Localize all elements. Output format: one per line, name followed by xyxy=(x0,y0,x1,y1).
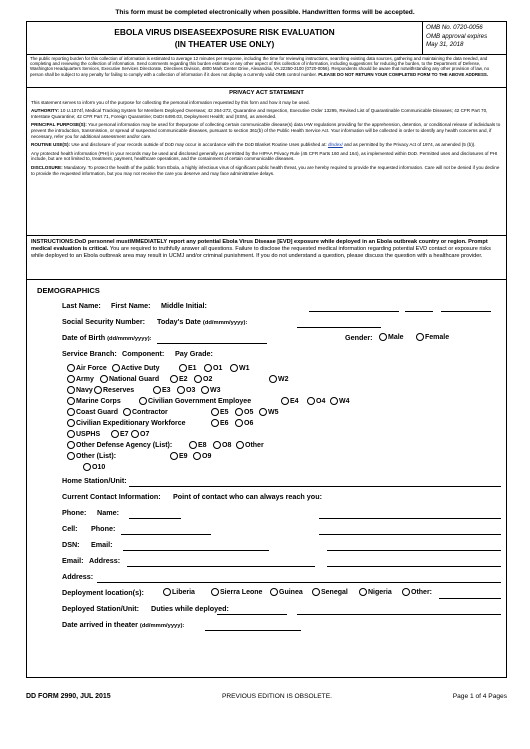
civilian-exp-radio[interactable] xyxy=(67,419,75,427)
poc-phone-label: Phone: xyxy=(91,524,116,533)
poc-label: Point of contact who can always reach you: xyxy=(173,492,322,501)
other-location-label: Other: xyxy=(411,589,432,596)
branch-marine-corps[interactable] xyxy=(67,397,121,405)
grade-o5[interactable] xyxy=(235,408,253,416)
purpose-label: PRINCIPAL PURPOSE(S): xyxy=(31,122,87,128)
male-radio[interactable] xyxy=(379,333,387,341)
deployed-station-field[interactable] xyxy=(297,614,501,615)
national-guard-label: National Guard xyxy=(109,376,160,383)
o4-label: O4 xyxy=(316,398,326,405)
grade-o1[interactable] xyxy=(204,364,222,372)
grade-w5[interactable] xyxy=(259,408,279,416)
privacy-phi: Any protected health information (PHI) in your records may be used and disclosed generally as permitted by the HIPAA Privacy Rule (45 CFR Parts 160 and 164), as implemented within DoD. Permitted uses and disclosures of PHI include, but are not limited to, treatment, payment, healthcare operations, and the containment of certain communicable diseases. xyxy=(31,150,498,162)
location-sierra-leone[interactable] xyxy=(211,588,262,596)
senegal-label: Senegal xyxy=(321,589,348,596)
e8-label: E8 xyxy=(198,442,207,449)
omb-date: May 31, 2018 xyxy=(426,41,464,49)
branch-coast-guard[interactable] xyxy=(67,408,118,416)
form-title-line2: (IN THEATER USE ONLY) xyxy=(174,39,275,49)
routine-text: Use and disclosure of your records outside of DoD may occur in accordance with the DoD Blanket Routine Uses published at: xyxy=(71,142,327,148)
coast-guard-radio[interactable] xyxy=(67,408,75,416)
o7-radio[interactable] xyxy=(131,430,139,438)
authority-label: AUTHORITY: xyxy=(31,108,59,114)
pay-grade-label: Pay Grade: xyxy=(175,349,213,358)
o4-radio[interactable] xyxy=(307,397,315,405)
cell-label: Cell: xyxy=(62,524,78,533)
omb-box xyxy=(422,22,506,54)
liberia-label: Liberia xyxy=(172,589,195,596)
e8-radio[interactable] xyxy=(189,441,197,449)
dob-format: (dd/mmm/yyyy): xyxy=(107,336,152,342)
deployment-location-label: Deployment location(s): xyxy=(62,588,144,597)
guinea-radio[interactable] xyxy=(270,588,278,596)
usphs-radio[interactable] xyxy=(67,430,75,438)
instructions-text: You are required to truthfully answer all questions. Failure to disclose the requested medical information regarding potential EVD contact or exposure risks while deployed to an Ebola outbreak area may result in UCMJ and/or criminal punishment. If you do not understand a question, please discuss the question with a healthcare provider. xyxy=(31,246,491,259)
o1-radio[interactable] xyxy=(204,364,212,372)
ssn-field[interactable] xyxy=(297,327,381,328)
authority-text: 10 U.1074f, Medical Tracking System for Members Deployed Overseas; 42 264-272, Quarantine and Inspection, Executive Order 13295, Revised List of Quarantinable Communicable Diseases; 42 CFR Part 70, Interstate Quarantine; 42 CFR Part 71, Foreign Quarantine; DoDI 6490.03, Deployment Health; and (SSN), as amended. xyxy=(31,108,488,119)
component-contractor[interactable] xyxy=(123,408,168,416)
email-label: Email: xyxy=(62,556,84,565)
privacy-authority xyxy=(31,108,502,119)
branch-usphs[interactable] xyxy=(67,430,100,438)
routine-link[interactable]: dlndex/ xyxy=(327,142,343,148)
w5-label: W5 xyxy=(268,409,279,416)
top-note: This form must be completed electronically when possible. Handwritten forms will be accepted. xyxy=(115,9,415,16)
omb-number: OMB No. 0720-0056 xyxy=(426,24,483,31)
marine-corps-label: Marine Corps xyxy=(76,398,121,405)
o6-label: O6 xyxy=(244,420,254,427)
active-duty-label: Active Duty xyxy=(121,365,160,372)
e4-label: E4 xyxy=(290,398,299,405)
other-grade-label: Other xyxy=(245,442,264,449)
grade-o8[interactable] xyxy=(213,441,231,449)
deployed-station-label: Deployed Station/Unit: xyxy=(62,604,140,613)
instructions-bold: INSTRUCTIONS:DoD personnel mustIMMEDIATELY report any potential Ebola Virus Disease [EVD] exposure while deployed in an Ebola outbreak country or region. Prompt medical evaluation is critical. xyxy=(31,239,488,252)
grade-e6[interactable] xyxy=(211,419,229,427)
address-label: Address: xyxy=(62,572,94,581)
e7-label: E7 xyxy=(120,431,129,438)
email-field[interactable] xyxy=(327,566,501,567)
w4-radio[interactable] xyxy=(330,397,338,405)
routine-label: ROUTINE USE(S): xyxy=(31,142,71,148)
todays-date-text: Today's Date xyxy=(157,317,201,326)
active-duty-radio[interactable] xyxy=(112,364,120,372)
dsn-field[interactable] xyxy=(327,550,501,551)
liberia-radio[interactable] xyxy=(163,588,171,596)
gender-male[interactable] xyxy=(379,333,404,341)
other-branch-label: Other (List): xyxy=(76,453,117,460)
dob-field[interactable] xyxy=(157,343,267,344)
location-liberia[interactable] xyxy=(163,588,195,596)
grade-o2[interactable] xyxy=(194,375,212,383)
privacy-act-statement xyxy=(26,88,507,236)
o9-label: O9 xyxy=(202,453,212,460)
middle-initial-field[interactable] xyxy=(441,311,491,312)
reserves-radio[interactable] xyxy=(94,386,102,394)
e3-radio[interactable] xyxy=(153,386,161,394)
location-other[interactable] xyxy=(402,588,432,596)
other-defense-label: Other Defense Agency (List): xyxy=(76,442,173,449)
grade-w3[interactable] xyxy=(201,386,221,394)
w3-label: W3 xyxy=(210,387,221,394)
e9-radio[interactable] xyxy=(170,452,178,460)
location-guinea[interactable] xyxy=(270,588,303,596)
o9-radio[interactable] xyxy=(193,452,201,460)
other-location-radio[interactable] xyxy=(402,588,410,596)
burden-text: The public reporting burden for this collection of information is estimated to average 12 minutes per response, including the time for reviewing instructions, searching existing data sources, gathering and maintaining the data needed, and completing and reviewing the collection of information. Send comments regarding this burden estimate or any other aspect of this collection of information, including suggestions for reducing the burden, to the Department of Defense, Washington Headquarters Services, Executive Services Directorate, Directives Division, 4800 Mark Center Drive, Alexandria, VA 22350-3100 (0720-0056). Respondents should be aware that notwithstanding any other provision of law, no person shall be subject to any penalty for failing to comply with a collection of information if it does not display a currently valid OMB control number. xyxy=(30,56,490,77)
date-arrived-format: (dd/mmm/yyyy): xyxy=(139,623,185,629)
o3-radio[interactable] xyxy=(177,386,185,394)
female-label: Female xyxy=(425,334,450,341)
obsolete-note: PREVIOUS EDITION IS OBSOLETE. xyxy=(222,693,332,700)
last-name-label: Last Name: xyxy=(62,301,101,310)
o8-radio[interactable] xyxy=(213,441,221,449)
o5-label: O5 xyxy=(244,409,254,416)
contractor-radio[interactable] xyxy=(123,408,131,416)
component-civilian-gov[interactable] xyxy=(139,397,251,405)
last-name-field[interactable] xyxy=(309,311,399,312)
privacy-routine xyxy=(31,142,502,148)
grade-e2[interactable] xyxy=(170,375,188,383)
e1-radio[interactable] xyxy=(179,364,187,372)
e7-radio[interactable] xyxy=(111,430,119,438)
other-grade-radio[interactable] xyxy=(236,441,244,449)
form-header xyxy=(26,21,507,55)
form-number: DD FORM 2990, JUL 2015 xyxy=(26,693,111,700)
branch-other-defense[interactable] xyxy=(67,441,172,449)
todays-date-label xyxy=(157,317,247,326)
privacy-disclosure xyxy=(31,165,502,176)
home-station-field[interactable] xyxy=(129,486,501,487)
first-name-field[interactable] xyxy=(405,311,433,312)
e3-label: E3 xyxy=(162,387,171,394)
w2-label: W2 xyxy=(278,376,289,383)
grade-e5[interactable] xyxy=(211,408,229,416)
dsn-label: DSN: xyxy=(62,540,80,549)
e6-label: E6 xyxy=(220,420,229,427)
coast-guard-label: Coast Guard xyxy=(76,409,119,416)
todays-date-format: (dd/mmm/yyyy): xyxy=(202,320,248,326)
grade-o4[interactable] xyxy=(307,397,325,405)
usphs-label: USPHS xyxy=(76,431,101,438)
grade-w1[interactable] xyxy=(230,364,250,372)
w2-radio[interactable] xyxy=(269,375,277,383)
poc-phone-field[interactable] xyxy=(121,534,211,535)
grade-e8[interactable] xyxy=(189,441,207,449)
component-national-guard[interactable] xyxy=(100,375,159,383)
location-senegal[interactable] xyxy=(312,588,348,596)
grade-o7[interactable] xyxy=(131,430,149,438)
location-nigeria[interactable] xyxy=(359,588,392,596)
male-label: Male xyxy=(388,334,404,341)
guinea-label: Guinea xyxy=(279,589,303,596)
w1-label: W1 xyxy=(239,365,250,372)
first-name-label: First Name: xyxy=(111,301,151,310)
burden-bold: PLEASE DO NOT RETURN YOUR COMPLETED FORM TO THE ABOVE ADDRESS. xyxy=(318,71,489,77)
national-guard-radio[interactable] xyxy=(100,375,108,383)
other-branch-radio[interactable] xyxy=(67,452,75,460)
reserves-label: Reserves xyxy=(103,387,135,394)
other-location-field[interactable] xyxy=(439,598,501,599)
branch-air-force[interactable] xyxy=(67,364,107,372)
air-force-label: Air Force xyxy=(76,365,107,372)
poc-email-field[interactable] xyxy=(123,550,269,551)
phone-field[interactable] xyxy=(319,518,501,519)
o2-radio[interactable] xyxy=(194,375,202,383)
service-branch-label: Service Branch: xyxy=(62,349,117,358)
privacy-intro: This statement serves to inform you of the purpose for collecting the personal information requested by this form and how it may be used. xyxy=(31,99,310,105)
duties-field[interactable] xyxy=(217,614,287,615)
demographics-heading: DEMOGRAPHICS xyxy=(37,286,100,295)
nigeria-label: Nigeria xyxy=(368,589,392,596)
grade-e7[interactable] xyxy=(111,430,129,438)
instructions xyxy=(26,236,507,280)
component-label: Component: xyxy=(122,349,165,358)
e9-label: E9 xyxy=(179,453,188,460)
grade-w4[interactable] xyxy=(330,397,350,405)
branch-navy[interactable] xyxy=(67,386,93,394)
w4-label: W4 xyxy=(339,398,350,405)
other-defense-radio[interactable] xyxy=(67,441,75,449)
grade-w2[interactable] xyxy=(269,375,289,383)
grade-o6[interactable] xyxy=(235,419,253,427)
e2-radio[interactable] xyxy=(170,375,178,383)
e5-label: E5 xyxy=(220,409,229,416)
e1-label: E1 xyxy=(188,365,197,372)
sierra-leone-label: Sierra Leone xyxy=(220,589,263,596)
address-field[interactable] xyxy=(97,582,501,583)
date-arrived-label xyxy=(62,620,184,629)
gender-female[interactable] xyxy=(416,333,449,341)
branch-civilian-expeditionary[interactable] xyxy=(67,419,186,427)
e4-radio[interactable] xyxy=(281,397,289,405)
w3-radio[interactable] xyxy=(201,386,209,394)
poc-name-field[interactable] xyxy=(129,518,181,519)
poc-email-label: Email: xyxy=(91,540,113,549)
o10-radio[interactable] xyxy=(83,463,91,471)
grade-o10[interactable] xyxy=(83,463,105,471)
page-number: Page 1 of 4 Pages xyxy=(452,693,507,700)
dob-text: Date of Birth xyxy=(62,333,106,342)
grade-e9[interactable] xyxy=(170,452,188,460)
senegal-radio[interactable] xyxy=(312,588,320,596)
branch-army[interactable] xyxy=(67,375,94,383)
contractor-label: Contractor xyxy=(132,409,168,416)
disclosure-label: DISCLOSURE: xyxy=(31,164,63,170)
female-radio[interactable] xyxy=(416,333,424,341)
o6-radio[interactable] xyxy=(235,419,243,427)
demographics-section xyxy=(26,280,507,678)
purpose-text: Your personal information may be used for thepurpose of collecting certain communicable disease(s) data IAW regulations providing for the apprehension, detention, or conditional release of individuals to prevent the introduction, transmission, or spread of suspected communicable diseases, pursuant to section 361(b) of the Public Health Service Act. Your information will be collected in order to identify any health concerns and, if necessary, refer you for additional assessment and/or care. xyxy=(31,122,501,139)
grade-o9[interactable] xyxy=(193,452,211,460)
poc-address-label: Address: xyxy=(89,556,121,565)
component-active-duty[interactable] xyxy=(112,364,160,372)
grade-e3[interactable] xyxy=(153,386,171,394)
navy-radio[interactable] xyxy=(67,386,75,394)
e6-radio[interactable] xyxy=(211,419,219,427)
o5-radio[interactable] xyxy=(235,408,243,416)
branch-other[interactable] xyxy=(67,452,116,460)
duties-label: Duties while deployed: xyxy=(151,604,229,613)
o3-label: O3 xyxy=(186,387,196,394)
grade-e4[interactable] xyxy=(281,397,299,405)
grade-other[interactable] xyxy=(236,441,264,449)
army-label: Army xyxy=(76,376,94,383)
cell-field[interactable] xyxy=(319,534,501,535)
routine-tail: and as permitted by the Privacy Act of 1974, as amended (5 (b)). xyxy=(344,142,476,148)
sierra-leone-radio[interactable] xyxy=(211,588,219,596)
component-reserves[interactable] xyxy=(94,386,134,394)
o1-label: O1 xyxy=(213,365,223,372)
civilian-gov-label: Civilian Government Employee xyxy=(148,398,252,405)
phone-label: Phone: xyxy=(62,508,87,517)
omb-expires: OMB approval expires xyxy=(426,32,488,40)
o8-label: O8 xyxy=(222,442,232,449)
form-title xyxy=(27,22,422,54)
dob-label xyxy=(62,333,152,342)
civilian-gov-radio[interactable] xyxy=(139,397,147,405)
o7-label: O7 xyxy=(140,431,150,438)
e5-radio[interactable] xyxy=(211,408,219,416)
poc-name-label: Name: xyxy=(97,508,119,517)
w1-radio[interactable] xyxy=(230,364,238,372)
disclosure-text: Mandatory. To protect the health of the public from Ebola, a highly infectious virus of significant public health threat, you are hereby required to provide the requested information. Care will not be denied if you decline to provide the requested information, but you may not receive the care you deserve and may face administrative delays. xyxy=(31,164,500,176)
privacy-heading: PRIVACY ACT STATEMENT xyxy=(229,90,304,96)
nigeria-radio[interactable] xyxy=(359,588,367,596)
poc-address-field[interactable] xyxy=(127,566,315,567)
navy-label: Navy xyxy=(76,387,93,394)
air-force-radio[interactable] xyxy=(67,364,75,372)
home-station-label: Home Station/Unit: xyxy=(62,476,127,485)
date-arrived-text: Date arrived in theater xyxy=(62,620,138,629)
gender-label: Gender: xyxy=(345,333,373,342)
w5-radio[interactable] xyxy=(259,408,267,416)
ssn-label: Social Security Number: xyxy=(62,317,146,326)
army-radio[interactable] xyxy=(67,375,75,383)
o2-label: O2 xyxy=(203,376,213,383)
grade-o3[interactable] xyxy=(177,386,195,394)
civilian-exp-label: Civilian Expeditionary Workforce xyxy=(76,420,186,427)
burden-statement xyxy=(26,55,507,88)
e2-label: E2 xyxy=(179,376,188,383)
middle-initial-label: Middle Initial: xyxy=(161,301,207,310)
o10-label: O10 xyxy=(92,464,106,471)
marine-corps-radio[interactable] xyxy=(67,397,75,405)
date-arrived-field[interactable] xyxy=(205,630,301,631)
form-title-line1: EBOLA VIRUS DISEASEEXPOSURE RISK EVALUATION xyxy=(114,27,335,37)
contact-info-label: Current Contact Information: xyxy=(62,492,161,501)
grade-e1[interactable] xyxy=(179,364,197,372)
privacy-purpose xyxy=(31,122,502,139)
